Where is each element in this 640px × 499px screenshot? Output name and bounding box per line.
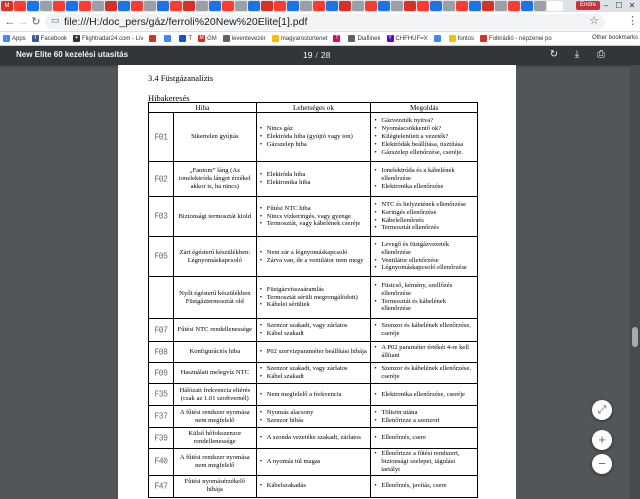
error-code-cell xyxy=(149,342,174,363)
browser-tab[interactable] xyxy=(417,1,429,11)
solutions xyxy=(371,475,478,497)
list-item: • Ionelektróda és a kábelének ellenőrzése xyxy=(374,167,475,183)
fault-description: Használati melegvíz NTC xyxy=(173,363,256,384)
bookmark-favicon-icon: ⋮ xyxy=(4,35,9,41)
fault-description: Nyílt égésterű készülékben Füstgáztermosztát old xyxy=(173,277,256,319)
browser-tab[interactable]: M xyxy=(1,1,13,11)
browser-tab[interactable] xyxy=(53,1,65,11)
column-header: Hiba xyxy=(149,103,257,113)
solutions xyxy=(371,277,478,319)
browser-tab[interactable] xyxy=(222,1,234,11)
pdf-viewport[interactable] xyxy=(0,65,640,499)
browser-tab[interactable] xyxy=(534,1,546,11)
bookmark-item[interactable] xyxy=(73,35,143,42)
browser-tab[interactable] xyxy=(300,1,312,11)
table-row xyxy=(149,406,478,428)
other-bookmarks[interactable]: Other bookmarks xyxy=(591,35,638,41)
bookmark-favicon-icon xyxy=(149,35,156,42)
browser-tab[interactable] xyxy=(131,1,143,11)
solutions xyxy=(371,428,478,449)
bookmark-item[interactable] xyxy=(387,35,428,42)
solutions xyxy=(371,384,478,406)
table-row xyxy=(149,342,478,363)
list-item: • Kilégtelenített a vezeték? xyxy=(374,133,475,141)
browser-tab[interactable] xyxy=(209,1,221,11)
browser-tab[interactable] xyxy=(430,1,442,11)
possible-causes xyxy=(256,449,371,476)
scrollbar[interactable] xyxy=(630,65,640,499)
error-code-cell xyxy=(149,162,174,197)
bookmark-label: Flightradar24.com - Liv xyxy=(82,35,144,42)
file-icon: ▭ xyxy=(51,15,60,25)
error-code: F35 xyxy=(154,389,168,400)
list-item: • Kábelellenőrzés xyxy=(374,217,475,225)
pdf-page xyxy=(118,65,516,499)
list-item: • Nincs vízkeringés, vagy gyenge xyxy=(260,213,369,221)
list-item: • P02 szervizparaméter beállítási hibája xyxy=(260,348,369,356)
error-code-cell xyxy=(149,319,174,342)
table-row xyxy=(149,237,478,277)
browser-tab[interactable] xyxy=(391,1,403,11)
bookmark-item[interactable] xyxy=(333,35,342,42)
browser-tab[interactable] xyxy=(157,1,169,11)
fault-description: Konfigurációs hiba xyxy=(173,342,256,363)
list-item: • Gázvezeték nyitva? xyxy=(374,117,475,125)
list-item: • A szonda vezetéke szakadt, zárlatos xyxy=(260,434,369,442)
section-title: 3.4 Füstgázanalízis xyxy=(148,73,214,83)
error-code-cell xyxy=(149,197,174,237)
browser-tab[interactable] xyxy=(508,1,520,11)
print-icon[interactable]: ⎙ xyxy=(597,49,605,60)
bookmark-label: CHFHUF=X xyxy=(395,35,428,42)
maximize-icon[interactable]: ☐ xyxy=(615,1,623,10)
error-code: F05 xyxy=(154,251,168,262)
error-code: F03 xyxy=(154,211,168,222)
error-code: F08 xyxy=(154,346,168,358)
list-item: • Keringés ellenőrzése xyxy=(374,209,475,217)
table-row xyxy=(149,162,478,197)
list-item: • Ventilátor ellenőrzése xyxy=(374,257,475,265)
table-row xyxy=(149,277,478,319)
fault-description: A fűtési rendszer nyomása nem megfelelő xyxy=(173,406,256,428)
table-row xyxy=(149,428,478,449)
bookmarks-bar xyxy=(0,32,640,46)
minimize-icon[interactable]: – xyxy=(603,1,609,10)
browser-tab[interactable] xyxy=(547,1,563,11)
subheading: Hibakeresés xyxy=(148,93,190,103)
browser-tab[interactable] xyxy=(66,1,78,11)
possible-causes xyxy=(256,237,371,277)
browser-tab[interactable] xyxy=(118,1,130,11)
browser-tab[interactable] xyxy=(287,1,299,11)
list-item: • Fűtési NTC hiba xyxy=(260,205,369,213)
list-item: • Termosztát és kábelének ellenőrzése xyxy=(374,298,475,314)
bookmark-item[interactable] xyxy=(223,35,266,42)
error-code-cell xyxy=(149,277,174,319)
bookmark-label: Folkrádió - népzenei po xyxy=(489,35,552,42)
bookmark-label: Diaflinek xyxy=(357,35,381,42)
bookmark-favicon-icon xyxy=(434,35,441,42)
close-window-icon[interactable]: ✕ xyxy=(628,1,636,10)
bookmark-favicon-icon xyxy=(348,35,355,42)
table-row xyxy=(149,363,478,384)
bookmark-label: GM xyxy=(207,35,217,42)
list-item: • Kábelei sérültek xyxy=(260,301,369,309)
bookmark-item[interactable] xyxy=(480,35,552,42)
browser-tab[interactable] xyxy=(352,1,364,11)
bookmark-item[interactable] xyxy=(3,35,26,42)
column-header: Megoldás xyxy=(371,103,478,113)
bookmark-favicon-icon: f xyxy=(32,35,39,42)
bookmark-item[interactable] xyxy=(179,35,192,42)
browser-tab[interactable] xyxy=(27,1,39,11)
list-item: • Kábelszakadás xyxy=(260,482,369,490)
fault-description: Zárt égésterű készülékben: Légnyomáskapcsoló xyxy=(173,237,256,277)
bookmark-favicon-icon: ✈ xyxy=(74,35,79,41)
browser-tab[interactable] xyxy=(326,1,338,11)
list-item: • Nyomás alacsony xyxy=(260,409,369,417)
list-item: • Gázszelep ellenőrzése, cseréje. xyxy=(374,149,475,157)
table-header xyxy=(149,103,478,113)
list-item: • Nem zár a légnyomáskapcsoló xyxy=(260,249,369,257)
list-item: • Elektródák beállítása, tisztítása xyxy=(374,141,475,149)
list-item: • Szenzor szakadt, vagy zárlatos xyxy=(260,365,369,373)
browser-tab[interactable] xyxy=(404,1,416,11)
list-item: • A nyomás túl magas xyxy=(260,458,369,466)
browser-tab[interactable] xyxy=(313,1,325,11)
list-item: • Gázszelep hiba xyxy=(260,141,369,149)
list-item: • Kábel szakadt xyxy=(260,330,369,338)
browser-tab[interactable] xyxy=(521,1,533,11)
list-item: • Nincs gáz xyxy=(260,125,369,133)
list-item: • Ellenőrzés, csere xyxy=(374,434,475,442)
solutions xyxy=(371,363,478,384)
url-text[interactable]: file:///H:/doc_pers/gáz/ferroli%20New%20Elite[1].pdf xyxy=(64,16,308,28)
list-item: • NTC és helyzetének ellenőrzése xyxy=(374,201,475,209)
possible-causes xyxy=(256,475,371,497)
possible-causes xyxy=(256,277,371,319)
possible-causes xyxy=(256,162,371,197)
table-row xyxy=(149,475,478,497)
browser-tab[interactable] xyxy=(495,1,507,11)
browser-tab[interactable] xyxy=(170,1,182,11)
list-item: • Ellenőrizze a szenzort xyxy=(374,417,475,425)
list-item: • Szenzor és kábelének ellenőrzése, cseréje xyxy=(374,365,475,381)
download-icon[interactable]: ⤓ xyxy=(574,49,580,60)
error-code: F39 xyxy=(154,432,168,444)
error-code-cell xyxy=(149,475,174,497)
fault-description: Fűtési nyomásérzékelő hibája xyxy=(173,475,256,497)
solutions xyxy=(371,406,478,428)
browser-tab[interactable] xyxy=(92,1,104,11)
fault-description: Fűtési NTC rendellenessége xyxy=(173,319,256,342)
bookmark-favicon-icon: M xyxy=(199,35,204,41)
browser-tab[interactable] xyxy=(183,1,195,11)
list-item: • A P02 paraméter értékét 4-re kell állítani xyxy=(374,344,475,360)
solutions xyxy=(371,449,478,476)
bookmark-item[interactable] xyxy=(348,35,380,42)
forward-button[interactable]: → xyxy=(17,16,29,28)
error-code: F40 xyxy=(154,456,168,468)
back-button[interactable]: ← xyxy=(4,16,16,28)
solutions xyxy=(371,197,478,237)
error-code: F02 xyxy=(154,173,168,185)
possible-causes xyxy=(256,406,371,428)
bookmark-favicon-icon xyxy=(272,35,279,42)
address-bar[interactable] xyxy=(45,14,605,30)
profile-button[interactable]: Endre xyxy=(576,1,600,10)
troubleshooting-table xyxy=(148,102,478,498)
browser-tab[interactable] xyxy=(105,1,117,11)
table-row xyxy=(149,449,478,476)
browser-tab[interactable] xyxy=(144,1,156,11)
error-code-cell xyxy=(149,384,174,406)
error-code-cell xyxy=(149,406,174,428)
bookmark-label: fontos xyxy=(457,35,475,42)
list-item: • Ellenőrzés, javítás, csere xyxy=(374,482,475,490)
table-row xyxy=(149,319,478,342)
bookmark-item[interactable] xyxy=(164,35,173,42)
list-item: • Légnyomáskapcsoló ellenőrzése xyxy=(374,264,475,272)
browser-tab[interactable] xyxy=(248,1,260,11)
bookmark-item[interactable] xyxy=(32,35,67,42)
bookmark-favicon-icon xyxy=(480,35,487,42)
list-item: • Termosztát ellenőrzés xyxy=(374,224,475,232)
list-item: • Zárva van, de a ventilátor nem megy xyxy=(260,257,369,265)
browser-tab[interactable] xyxy=(482,1,494,11)
list-item: • Termosztát sérült megrongálódott) xyxy=(260,294,369,302)
list-item: • Szenzor és kábelének ellenőrzése, cseréje xyxy=(374,322,475,338)
bookmark-label: leventevezér xyxy=(231,35,266,42)
error-code: F37 xyxy=(154,411,168,422)
possible-causes xyxy=(256,363,371,384)
list-item: • Szenzor hibás xyxy=(260,417,369,425)
pdf-toolbar xyxy=(0,46,640,65)
possible-causes xyxy=(256,428,371,449)
list-item: • Nyomáscsökkentő ok? xyxy=(374,125,475,133)
list-item: • Ellenőrizze a fűtési rendszert, biztonsági szelepet, tágulási tartályt xyxy=(374,450,475,474)
tab-strip xyxy=(0,0,640,12)
bookmark-label: Apps xyxy=(12,35,26,42)
current-page-input[interactable]: 19 xyxy=(303,50,313,60)
browser-tab[interactable] xyxy=(261,1,273,11)
fault-description: A fűtési rendszer nyomása nem megfelelő xyxy=(173,449,256,476)
possible-causes xyxy=(256,384,371,406)
solutions xyxy=(371,113,478,162)
reload-button[interactable]: ↻ xyxy=(31,16,41,28)
list-item: • Termosztát, vagy kábelének cseréje xyxy=(260,220,369,228)
error-code: F09 xyxy=(154,367,168,379)
list-item: • Töltsön utána xyxy=(374,409,475,417)
possible-causes xyxy=(256,319,371,342)
list-item: • Elektronika ellenőrzése xyxy=(374,183,475,191)
error-code: F47 xyxy=(154,480,168,492)
solutions xyxy=(371,342,478,363)
solutions xyxy=(371,237,478,277)
browser-tab[interactable] xyxy=(443,1,455,11)
error-code-cell xyxy=(149,449,174,476)
table-row xyxy=(149,197,478,237)
fault-description: „Fantom” láng (Az ionelektróda lángot érzékel akkor is, ha nincs) xyxy=(173,162,256,197)
list-item: • Elektronika ellenőrzése, cseréje xyxy=(374,391,475,399)
bookmark-label: Facebook xyxy=(40,35,68,42)
error-code-cell xyxy=(149,363,174,384)
bookmark-favicon-icon: T xyxy=(335,35,339,41)
error-code: F01 xyxy=(154,131,168,143)
total-pages: 28 xyxy=(320,50,331,60)
error-code: F07 xyxy=(154,324,168,336)
rotate-icon[interactable]: ↻ xyxy=(549,49,559,60)
bookmark-favicon-icon xyxy=(223,35,230,42)
list-item: • Levegő és füstgázvezeték ellenőrzése xyxy=(374,241,475,257)
browser-tab[interactable] xyxy=(378,1,390,11)
solutions xyxy=(371,162,478,197)
bookmark-star-icon[interactable]: ☆ xyxy=(589,15,599,27)
browser-tab[interactable] xyxy=(196,1,208,11)
fault-description: Biztonsági termosztát kiold xyxy=(173,197,256,237)
possible-causes xyxy=(256,113,371,162)
browser-menu-icon[interactable]: ⋮ xyxy=(627,15,638,27)
scroll-thumb[interactable] xyxy=(632,327,638,347)
browser-tab[interactable] xyxy=(235,1,247,11)
error-code-cell xyxy=(149,428,174,449)
browser-tab[interactable] xyxy=(339,1,351,11)
bookmark-label: magyarostortenet xyxy=(280,35,328,42)
error-code-cell xyxy=(149,113,174,162)
list-item: • Füstcső, kémény, szellőzés ellenőrzése xyxy=(374,282,475,298)
bookmark-item[interactable] xyxy=(149,35,158,42)
list-item: • Kábel szakadt xyxy=(260,373,369,381)
browser-tab[interactable] xyxy=(469,1,481,11)
bookmark-favicon-icon: Y xyxy=(388,35,392,41)
browser-tab[interactable] xyxy=(274,1,286,11)
pdf-title: New Elite 60 kezelési utasítás xyxy=(16,50,129,59)
solutions xyxy=(371,319,478,342)
list-item: • Elektronika hiba xyxy=(260,179,369,187)
table-row xyxy=(149,113,478,162)
bookmark-label: T xyxy=(188,35,193,42)
bookmark-favicon-icon xyxy=(449,35,456,42)
table-row xyxy=(149,384,478,406)
fault-description: Hálózati frekvencia eltérés (csak az 1.01 szoftvernél) xyxy=(173,384,256,406)
page-indicator: 19 / 28 xyxy=(303,50,331,60)
possible-causes xyxy=(256,342,371,363)
bookmark-item[interactable] xyxy=(434,35,443,42)
list-item: • Szenzor szakadt, vagy zárlatos xyxy=(260,322,369,330)
bookmark-item[interactable] xyxy=(198,35,217,42)
browser-tab[interactable] xyxy=(40,1,52,11)
fault-description: Külső hőfokszenzor rendellenessége xyxy=(173,428,256,449)
bookmark-item[interactable] xyxy=(272,35,328,42)
bookmark-favicon-icon xyxy=(179,35,186,42)
zoom-out-icon[interactable]: − xyxy=(592,454,612,474)
bookmark-item[interactable] xyxy=(449,35,474,42)
list-item: • Füstgázvisszaáramlás xyxy=(260,286,369,294)
browser-tab[interactable] xyxy=(456,1,468,11)
list-item: • Nem megfelelő a frekvencia xyxy=(260,391,369,399)
fault-description: Sikertelen gyújtás xyxy=(173,113,256,162)
list-item: • Elektróda hiba xyxy=(260,171,369,179)
possible-causes xyxy=(256,197,371,237)
column-header: Lehetséges ok xyxy=(256,103,371,113)
bookmark-favicon-icon xyxy=(164,35,171,42)
browser-tab[interactable] xyxy=(14,1,26,11)
fit-page-icon[interactable]: ⤢ xyxy=(592,400,612,420)
zoom-in-icon[interactable]: + xyxy=(592,430,612,450)
browser-tab[interactable] xyxy=(365,1,377,11)
list-item: • Elektróda hiba (gyújtó vagy ion) xyxy=(260,133,369,141)
navigation-bar xyxy=(0,12,640,32)
error-code-cell xyxy=(149,237,174,277)
browser-tab[interactable] xyxy=(79,1,91,11)
